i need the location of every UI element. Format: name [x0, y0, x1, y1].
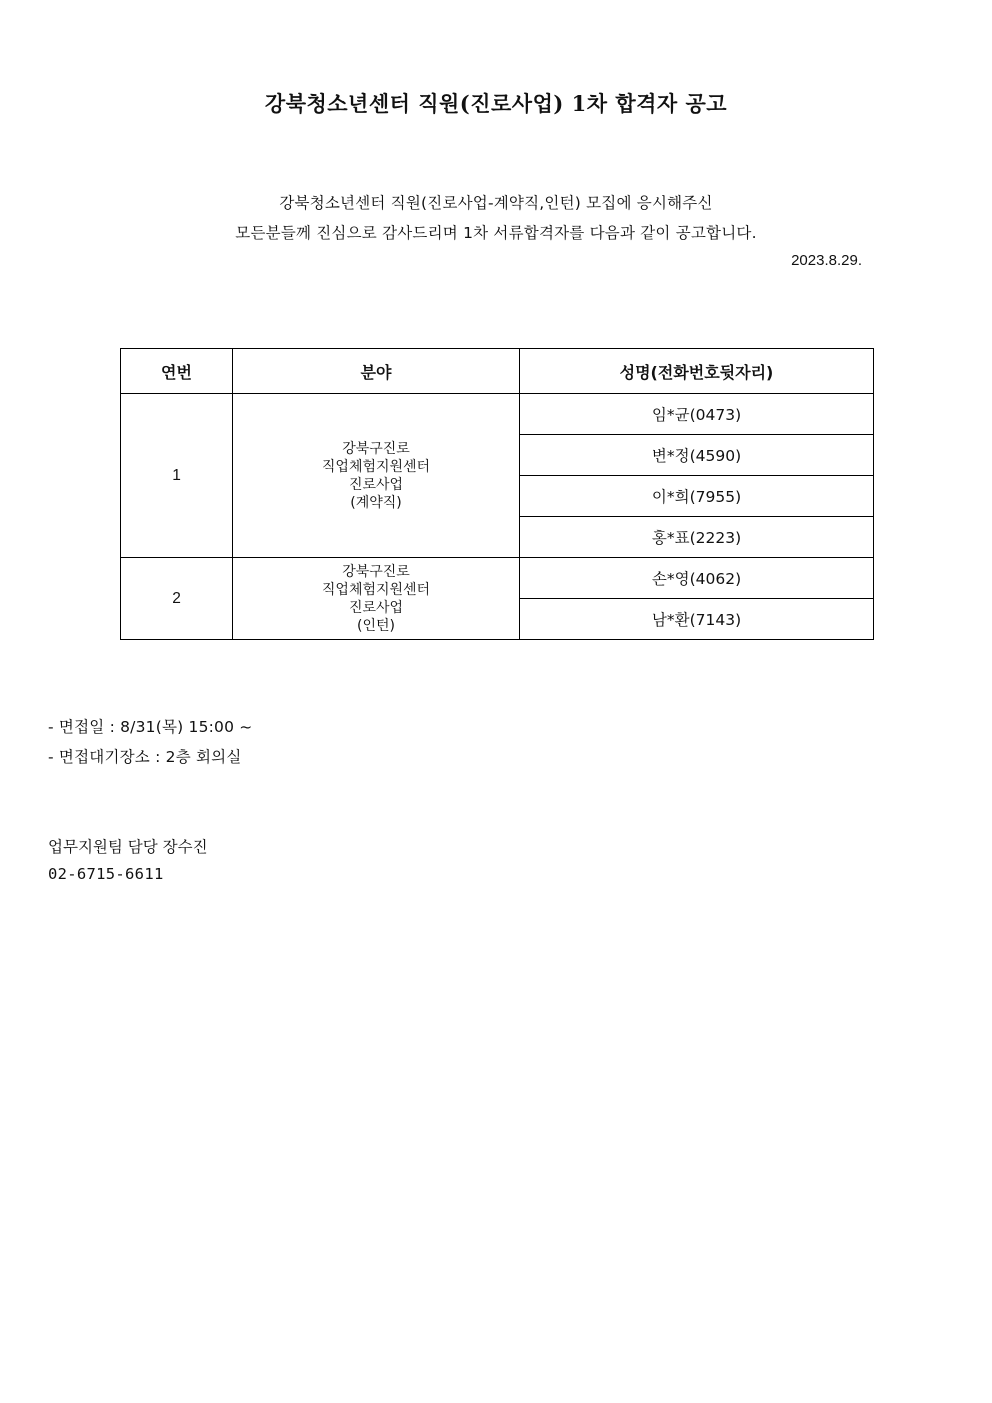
header-no: 연번: [121, 349, 233, 394]
field-line: 진로사업: [348, 599, 404, 616]
candidate-name: 이*희(7955): [520, 476, 874, 517]
field-line: 강북구진로: [342, 440, 410, 457]
row-number: 2: [121, 558, 233, 640]
field-line: 직업체험지원센터: [321, 581, 431, 598]
candidate-name: 임*균(0473): [520, 394, 874, 435]
candidate-name: 변*정(4590): [520, 435, 874, 476]
row-number: 1: [121, 394, 233, 558]
table-row: [121, 394, 874, 435]
notice-title: 강북청소년센터 직원(진로사업) 1차 합격자 공고: [264, 91, 728, 116]
intro-line-1: 강북청소년센터 직원(진로사업-계약직,인턴) 모집에 응시해주신: [279, 194, 713, 212]
table-header-row: [121, 349, 874, 394]
candidate-name: 남*환(7143): [520, 599, 874, 640]
waiting-room-note: - 면접대기장소 : 2층 회의실: [48, 748, 242, 766]
field-cell: [233, 394, 520, 558]
notice-date: 2023.8.29.: [791, 252, 862, 269]
field-line: 진로사업: [348, 476, 404, 493]
interview-date-note: - 면접일 : 8/31(목) 15:00 ~: [48, 718, 253, 736]
field-line: 강북구진로: [342, 563, 410, 580]
contact-person: 업무지원팀 담당 장수진: [48, 838, 208, 856]
header-field: 분야: [233, 349, 520, 394]
table-row: [121, 558, 874, 599]
field-cell: [233, 558, 520, 640]
candidate-name: 손*영(4062): [520, 558, 874, 599]
field-line: (인턴): [357, 617, 395, 634]
field-line: 직업체험지원센터: [321, 458, 431, 475]
field-line: (계약직): [350, 494, 402, 511]
intro-line-2: 모든분들께 진심으로 감사드리며 1차 서류합격자를 다음과 같이 공고합니다.: [235, 224, 757, 242]
contact-phone: 02-6715-6611: [48, 865, 164, 883]
results-table: [120, 348, 874, 640]
header-name: 성명(전화번호뒷자리): [520, 349, 874, 394]
candidate-name: 홍*표(2223): [520, 517, 874, 558]
